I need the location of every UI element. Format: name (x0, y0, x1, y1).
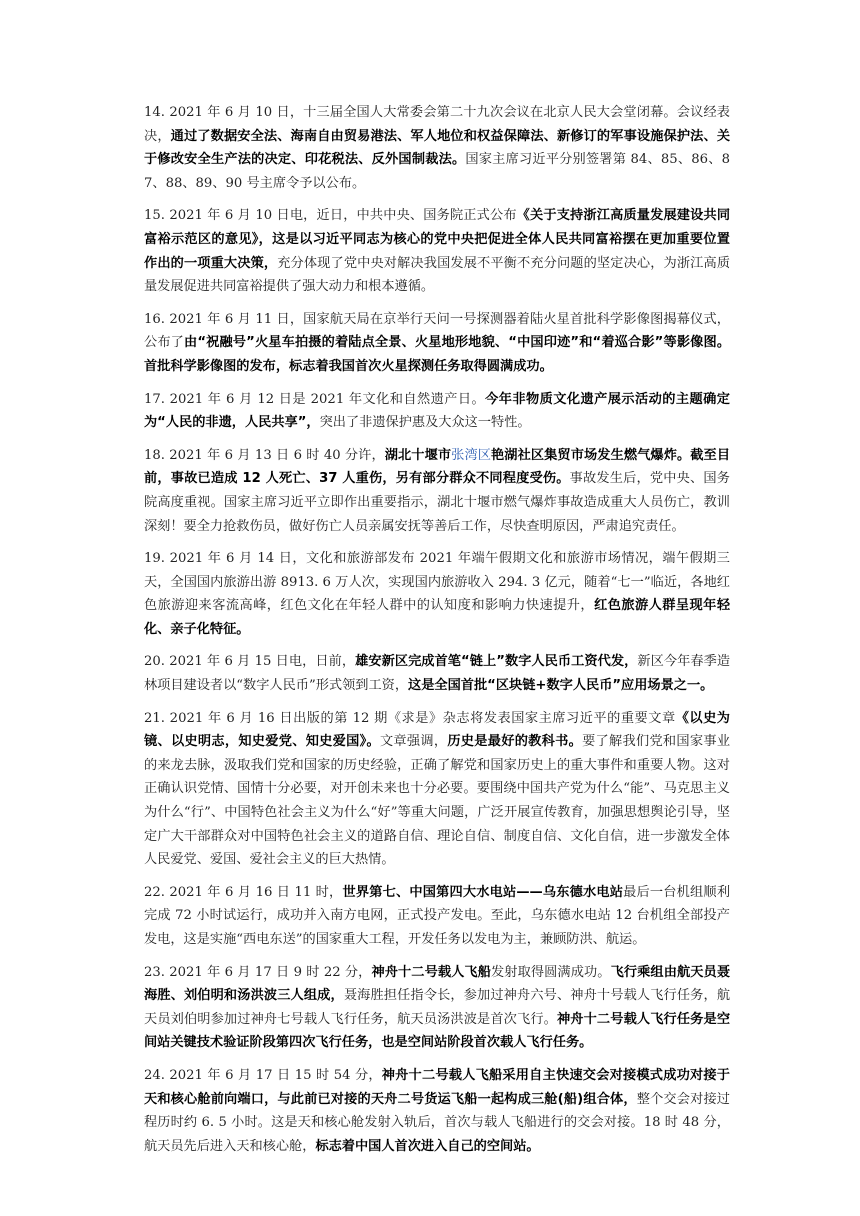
body-text: 充分体现了党中央对解决我国发展不平衡不充分问题的坚定决心，为浙江高质量发展促进共同富裕提供了强大动力和根本遵循。 (144, 255, 731, 295)
news-item-paragraph (144, 881, 730, 952)
emphasized-text: 通过了数据安全法、海南自由贸易港法、军人地位和权益保障法、新修订的军事设施保护法、关于修改安全生产法的决定、印花税法、反外国制裁法。 (144, 128, 731, 168)
body-text: 最后一台机组顺利完成 72 小时试运行，成功并入南方电网，正式投产发电。至此，乌东德水电站 12 台机组全部投产发电，这是实施“西电东送”的国家重大工程，开发任务以发电为主，兼顾防洪、航运。 (144, 884, 731, 947)
news-item-paragraph (144, 961, 730, 1055)
emphasized-text: 《关于支持浙江高质量发展建设共同富裕示范区的意见》，这是以习近平同志为核心的党中央把促进全体人民共同富裕摆在更加重要位置作出的一项重大决策， (144, 208, 731, 271)
body-text: 新区今年春季造林项目建设者以“数字人民币”形式领到工资， (144, 654, 731, 694)
emphasized-text: 《以史为镜、以史明志，知史爱党、知史爱国》。 (144, 710, 730, 750)
body-text: 22. 2021 年 6 月 16 日 11 时， (144, 884, 343, 900)
emphasized-text: 这是全国首批“区块链+数字人民币”应用场景之一。 (408, 678, 714, 694)
body-text: 20. 2021 年 6 月 15 日电，日前， (144, 654, 356, 670)
emphasized-text: 由“祝融号”火星车拍摄的着陆点全景、火星地形地貌、“中国印迹”和“着巡合影”等影像图。首批科学影像图的发布，标志着我国首次火星探测任务取得圆满成功。 (144, 335, 731, 374)
emphasized-text: 神舟十二号载人飞船 (371, 964, 492, 980)
body-text: 文章强调， (379, 734, 448, 750)
news-item-paragraph (144, 101, 730, 195)
emphasized-text: 雄安新区完成首笔“链上”数字人民币工资代发， (355, 654, 638, 670)
body-text: 16. 2021 年 6 月 11 日，国家航天局在京举行天问一号探测器着陆火星首批科学影像图揭幕仪式，公布了 (144, 311, 730, 351)
emphasized-text: 标志着中国人首次进入自己的空间站。 (315, 1138, 540, 1154)
news-item-paragraph (144, 444, 730, 538)
body-text: 发射取得圆满成功。 (491, 964, 611, 980)
body-text: 整个交会对接过程历时约 6. 5 小时。这是天和核心舱发射入轨后，首次与载人飞船进行的交会对接。18 时 48 分，航天员先后进入天和核心舱， (144, 1091, 730, 1154)
body-text: 23. 2021 年 6 月 17 日 9 时 22 分， (144, 964, 372, 980)
news-item-paragraph (144, 650, 730, 697)
emphasized-text: 神舟十二号载人飞船采用自主快速交会对接模式成功对接于天和核心舱前向端口，与此前已对接的天舟二号货运飞船一起构成三舱(船)组合体， (144, 1067, 730, 1107)
body-text: 18. 2021 年 6 月 13 日 6 时 40 分许， (144, 447, 385, 463)
news-item-paragraph (144, 308, 730, 379)
news-item-paragraph (144, 547, 730, 641)
news-item-paragraph (144, 388, 730, 435)
emphasized-text: 今年非物质文化遗产展示活动的主题确定为“人民的非遗，人民共享”， (144, 391, 730, 431)
news-item-paragraph (144, 1064, 730, 1158)
emphasized-text: 神舟十二号载人飞行任务是空间站关键技术验证阶段第四次飞行任务，也是空间站阶段首次载人飞行任务。 (144, 1011, 731, 1051)
body-text: 事故发生后，党中央、国务院高度重视。国家主席习近平立即作出重要指示，湖北十堰市燃气爆炸事故造成重大人员伤亡，教训深刻！要全力抢救伤员，做好伤亡人员亲属安抚等善后工作，尽快查明原因，严肃追究责任。 (144, 471, 730, 534)
emphasized-text: 红色旅游人群呈现年轻化、亲子化特征。 (144, 598, 731, 637)
body-text: 24. 2021 年 6 月 17 日 15 时 54 分， (144, 1067, 382, 1083)
emphasized-text: 世界第七、中国第四大水电站——乌东德水电站 (342, 884, 624, 900)
emphasized-text: 历史是最好的教科书。 (447, 734, 583, 750)
document-body (144, 101, 730, 1167)
emphasized-text: 飞行乘组由航天员聂海胜、刘伯明和汤洪波三人组成， (144, 964, 731, 1004)
body-text: 15. 2021 年 6 月 10 日电，近日，中共中央、国务院正式公布 (144, 208, 517, 224)
body-text: 17. 2021 年 6 月 12 日是 2021 年文化和自然遗产日。 (144, 391, 486, 407)
place-link[interactable]: 张湾区 (451, 447, 492, 463)
emphasized-text: 艳湖社区集贸市场发生燃气爆炸。截至目前，事故已造成 12 人死亡、37 人重伤，另有部分群众不同程度受伤。 (144, 447, 731, 487)
body-text: 19. 2021 年 6 月 14 日，文化和旅游部发布 2021 年端午假期文化和旅游市场情况，端午假期三天，全国国内旅游出游 8913. 6 万人次，实现国内旅游收入 294. 3 亿元，随着“七一”临近，各地红色旅游迎来客流高峰，红色文化在年轻人群中的认知度和影响力快速提升， (144, 551, 730, 614)
body-text: 国家主席习近平分别签署第 84、85、86、87、88、89、90 号主席令予以公布。 (144, 152, 730, 191)
emphasized-text: 湖北十堰市 (384, 447, 452, 463)
body-text: 突出了非遗保护惠及大众这一特性。 (319, 415, 531, 431)
news-item-paragraph (144, 707, 730, 872)
news-item-paragraph (144, 204, 730, 298)
body-text: 聂海胜担任指令长，参加过神舟六号、神舟十号载人飞行任务，航天员刘伯明参加过神舟七号载人飞行任务，航天员汤洪波是首次飞行。 (144, 988, 731, 1027)
body-text: 21. 2021 年 6 月 16 日出版的第 12 期《求是》杂志将发表国家主席习近平的重要文章 (144, 710, 676, 726)
body-text: 要了解我们党和国家事业的来龙去脉，汲取我们党和国家的历史经验，正确了解党和国家历史上的重大事件和重要人物。这对正确认识党情、国情十分必要，对开创未来也十分必要。要围绕中国共产党为什么“能”、马克思主义为什么“行”、中国特色社会主义为什么“好”等重大问题，广泛开展宣传教育，加强思想舆论引导，坚定广大干部群众对中国特色社会主义的道路自信、理论自信、制度自信、文化自信，进一步激发全体人民爱党、爱国、爱社会主义的巨大热情。 (144, 734, 731, 868)
body-text: 14. 2021 年 6 月 10 日，十三届全国人大常委会第二十九次会议在北京人民大会堂闭幕。会议经表决， (144, 105, 730, 144)
